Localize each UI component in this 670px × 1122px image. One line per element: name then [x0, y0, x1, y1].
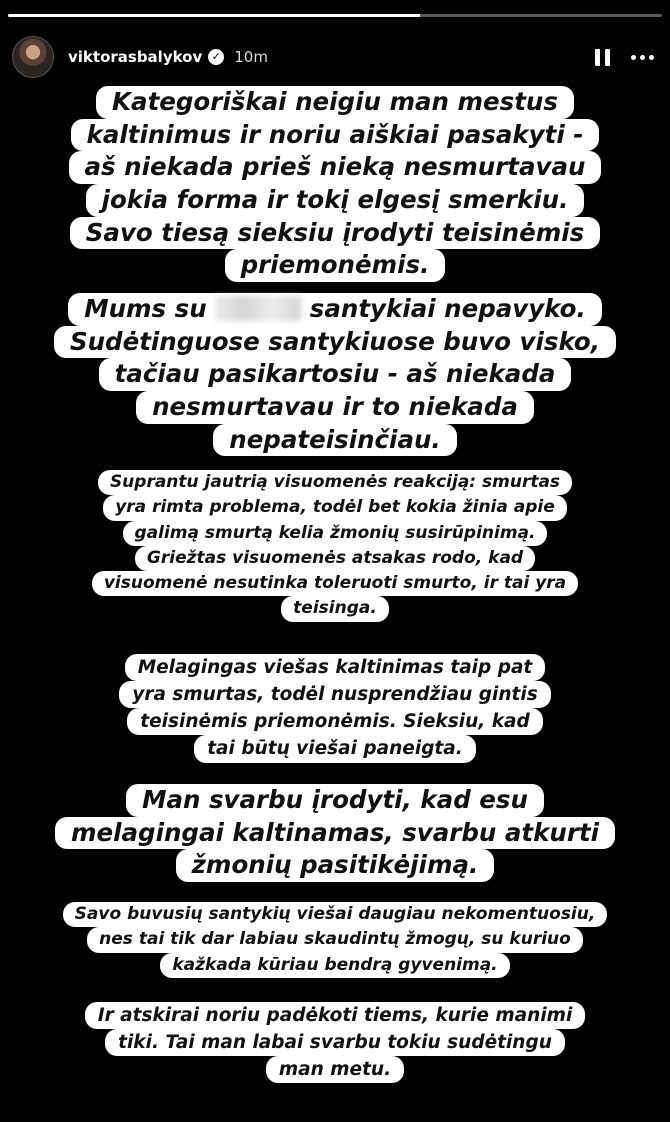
text-line: žmonių pasitikėjimą.: [176, 849, 495, 882]
text-block-5: [0, 784, 670, 882]
timestamp: 10m: [234, 48, 268, 66]
story-header: [12, 34, 658, 80]
text-line: visuomenė nesutinka toleruoti smurto, ir tai yra: [92, 571, 578, 596]
text-line: Sudėtinguose santykiuose buvo visko,: [54, 326, 616, 359]
text-line: aš niekada prieš nieką nesmurtavau: [69, 151, 602, 184]
verified-badge-icon: ✓: [208, 49, 224, 65]
text-line: nes tai tik dar labiau skaudintų žmogų, su kuriuo: [87, 927, 583, 952]
text-line: galimą smurtą kelia žmonių susirūpinimą.: [123, 521, 548, 546]
text-line: tiki. Tai man labai svarbu tokiu sudėtingu: [105, 1029, 565, 1056]
text-block-7: [0, 1002, 670, 1083]
text-line: Ir atskirai noriu padėkoti tiems, kurie manimi: [85, 1002, 586, 1029]
username[interactable]: viktorasbalykov: [68, 48, 203, 66]
text-line: Griežtas visuomenės atsakas rodo, kad: [135, 546, 535, 571]
text-line: melagingai kaltinamas, svarbu atkurti: [55, 817, 615, 850]
text-line: yra smurtas, todėl nusprendžiau gintis: [119, 681, 550, 708]
text-line: tai būtų viešai paneigta.: [194, 735, 476, 762]
text-segment: Mums su: [84, 294, 207, 323]
redacted-name: [215, 296, 301, 321]
text-line: nesmurtavau ir to niekada: [136, 391, 534, 424]
text-block-4: [0, 654, 670, 763]
text-line-with-redaction: [68, 293, 602, 326]
text-line: teisinėmis priemonėmis. Sieksiu, kad: [127, 708, 542, 735]
text-block-3: [0, 470, 670, 622]
story-progress-fill: [8, 14, 420, 17]
text-line: man metu.: [266, 1056, 404, 1083]
text-line: Savo tiesą sieksiu įrodyti teisinėmis: [70, 217, 600, 250]
pause-icon[interactable]: [591, 46, 613, 68]
text-block-2: [0, 293, 670, 456]
text-line: yra rimta problema, todėl bet kokia žinia apie: [103, 495, 567, 520]
text-line: kažkada kūriau bendrą gyvenimą.: [160, 953, 509, 978]
text-line: Savo buvusių santykių viešai daugiau nekomentuosiu,: [63, 902, 608, 927]
story-progress-bar: [8, 14, 662, 17]
text-block-1: [0, 86, 670, 282]
text-line: priemonėmis.: [225, 249, 446, 282]
text-segment: santykiai nepavyko.: [309, 294, 586, 323]
text-line: jokia forma ir tokį elgesį smerkiu.: [86, 184, 585, 217]
more-options-icon[interactable]: [631, 55, 654, 60]
text-line: nepateisinčiau.: [213, 424, 456, 457]
text-line: Kategoriškai neigiu man mestus: [96, 86, 574, 119]
text-line: tačiau pasikartosiu - aš niekada: [99, 358, 572, 391]
avatar[interactable]: [12, 36, 54, 78]
text-line: Melagingas viešas kaltinimas taip pat: [125, 654, 546, 681]
text-line: Man svarbu įrodyti, kad esu: [126, 784, 544, 817]
text-line: Suprantu jautrią visuomenės reakciją: smurtas: [98, 470, 572, 495]
text-line: kaltinimus ir noriu aiškiai pasakyti -: [71, 119, 600, 152]
text-line: teisinga.: [281, 596, 389, 621]
text-block-6: [0, 902, 670, 978]
